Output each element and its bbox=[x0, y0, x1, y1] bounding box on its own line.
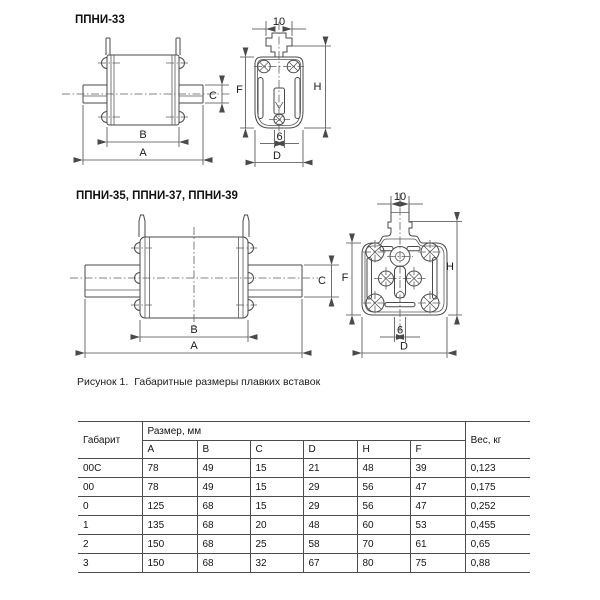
header-dimensions-group: Размер, мм bbox=[142, 422, 465, 441]
header-col-f: F bbox=[410, 441, 465, 459]
cell-h: 56 bbox=[357, 478, 410, 497]
table-row bbox=[78, 554, 530, 573]
fig2-dim-f bbox=[342, 243, 361, 315]
dim-label-d: D bbox=[400, 340, 408, 353]
fig1-dim-b bbox=[107, 127, 179, 147]
cell-size: 2 bbox=[78, 535, 142, 554]
dim-label-c: C bbox=[318, 275, 326, 287]
cell-b: 49 bbox=[197, 459, 250, 478]
cell-c: 15 bbox=[250, 459, 303, 478]
cell-b: 68 bbox=[197, 516, 250, 535]
table-row bbox=[78, 535, 530, 554]
cell-c: 15 bbox=[250, 478, 303, 497]
cell-weight: 0,175 bbox=[465, 478, 530, 497]
cell-b: 68 bbox=[197, 497, 250, 516]
cell-weight: 0,88 bbox=[465, 554, 530, 573]
dim-label-b: B bbox=[139, 129, 147, 141]
table-row bbox=[78, 478, 530, 497]
cell-h: 70 bbox=[357, 535, 410, 554]
cell-b: 49 bbox=[197, 478, 250, 497]
header-col-a: A bbox=[142, 441, 197, 459]
cell-size: 0 bbox=[78, 497, 142, 516]
cell-c: 25 bbox=[250, 535, 303, 554]
cell-a: 150 bbox=[142, 554, 197, 573]
cell-weight: 0,252 bbox=[465, 497, 530, 516]
fig1-dim-f bbox=[236, 57, 254, 128]
cell-weight: 0,455 bbox=[465, 516, 530, 535]
cell-weight: 0,123 bbox=[465, 459, 530, 478]
table-row bbox=[78, 516, 530, 535]
cell-f: 47 bbox=[410, 478, 465, 497]
fig2-dim-c bbox=[304, 265, 339, 297]
header-col-c: C bbox=[250, 441, 303, 459]
cell-a: 78 bbox=[142, 459, 197, 478]
cell-d: 58 bbox=[303, 535, 357, 554]
cell-c: 32 bbox=[250, 554, 303, 573]
cell-b: 68 bbox=[197, 535, 250, 554]
figure-caption-text: Габаритные размеры плавких вставок bbox=[134, 376, 321, 388]
cell-h: 48 bbox=[357, 459, 410, 478]
fig2-front-view bbox=[342, 191, 462, 358]
cell-size: 00 bbox=[78, 478, 142, 497]
header-weight: Вес, кг bbox=[465, 422, 530, 459]
dim-label-d: D bbox=[273, 150, 281, 162]
cell-a: 150 bbox=[142, 535, 197, 554]
cell-h: 80 bbox=[357, 554, 410, 573]
cell-d: 48 bbox=[303, 516, 357, 535]
dim-label-c: C bbox=[209, 90, 217, 102]
dim-label-a: A bbox=[190, 340, 198, 352]
table-subheader-row bbox=[78, 441, 530, 459]
fig2-side-view bbox=[70, 190, 339, 358]
fig1-dim-slot-width bbox=[260, 130, 299, 148]
cell-d: 29 bbox=[303, 497, 357, 516]
dim-label-f: F bbox=[236, 84, 243, 96]
cell-c: 20 bbox=[250, 516, 303, 535]
dim-label-h: H bbox=[313, 81, 322, 93]
cell-f: 47 bbox=[410, 497, 465, 516]
dim-label-10: 10 bbox=[272, 16, 286, 28]
table-row bbox=[78, 459, 530, 478]
cell-d: 67 bbox=[303, 554, 357, 573]
fig1-front-view bbox=[236, 16, 331, 167]
cell-size: 00C bbox=[78, 459, 142, 478]
header-col-b: B bbox=[197, 441, 250, 459]
cell-b: 68 bbox=[197, 554, 250, 573]
dim-label-f: F bbox=[341, 272, 349, 284]
fig2-blade-contacts bbox=[85, 265, 302, 297]
cell-d: 21 bbox=[303, 459, 357, 478]
dimensions-table bbox=[78, 421, 530, 573]
dim-label-a: A bbox=[139, 147, 147, 159]
cell-a: 135 bbox=[142, 516, 197, 535]
dim-label-6: 6 bbox=[276, 131, 283, 143]
fig2-dim-b bbox=[140, 320, 248, 342]
cell-size: 3 bbox=[78, 554, 142, 573]
fig2-label: ППНИ-35, ППНИ-37, ППНИ-39 bbox=[76, 190, 238, 202]
figure-caption bbox=[77, 376, 326, 388]
dim-label-h: H bbox=[446, 261, 454, 273]
cell-h: 60 bbox=[357, 516, 410, 535]
cell-d: 29 bbox=[303, 478, 357, 497]
header-col-h: H bbox=[357, 441, 410, 459]
fig1-label: ППНИ-33 bbox=[75, 14, 125, 26]
header-col-d: D bbox=[303, 441, 357, 459]
fig2-dim-d bbox=[362, 317, 447, 358]
cell-f: 53 bbox=[410, 516, 465, 535]
fig2-dim-h bbox=[410, 222, 462, 316]
table-header-row bbox=[78, 422, 530, 441]
header-size: Габарит bbox=[78, 422, 142, 459]
fig1-fuse-body bbox=[98, 38, 188, 125]
cell-c: 15 bbox=[250, 497, 303, 516]
cell-size: 1 bbox=[78, 516, 142, 535]
cell-weight: 0,65 bbox=[465, 535, 530, 554]
table-row bbox=[78, 497, 530, 516]
dim-label-b: B bbox=[190, 324, 198, 336]
figure-caption-ref: Рисунок 1. bbox=[77, 376, 129, 388]
cell-h: 56 bbox=[357, 497, 410, 516]
fig1-side-view bbox=[62, 14, 232, 165]
cell-f: 75 bbox=[410, 554, 465, 573]
cell-f: 39 bbox=[410, 459, 465, 478]
dim-label-6: 6 bbox=[396, 324, 404, 337]
cell-a: 78 bbox=[142, 478, 197, 497]
dim-label-10: 10 bbox=[393, 191, 407, 203]
cell-f: 61 bbox=[410, 535, 465, 554]
cell-a: 125 bbox=[142, 497, 197, 516]
